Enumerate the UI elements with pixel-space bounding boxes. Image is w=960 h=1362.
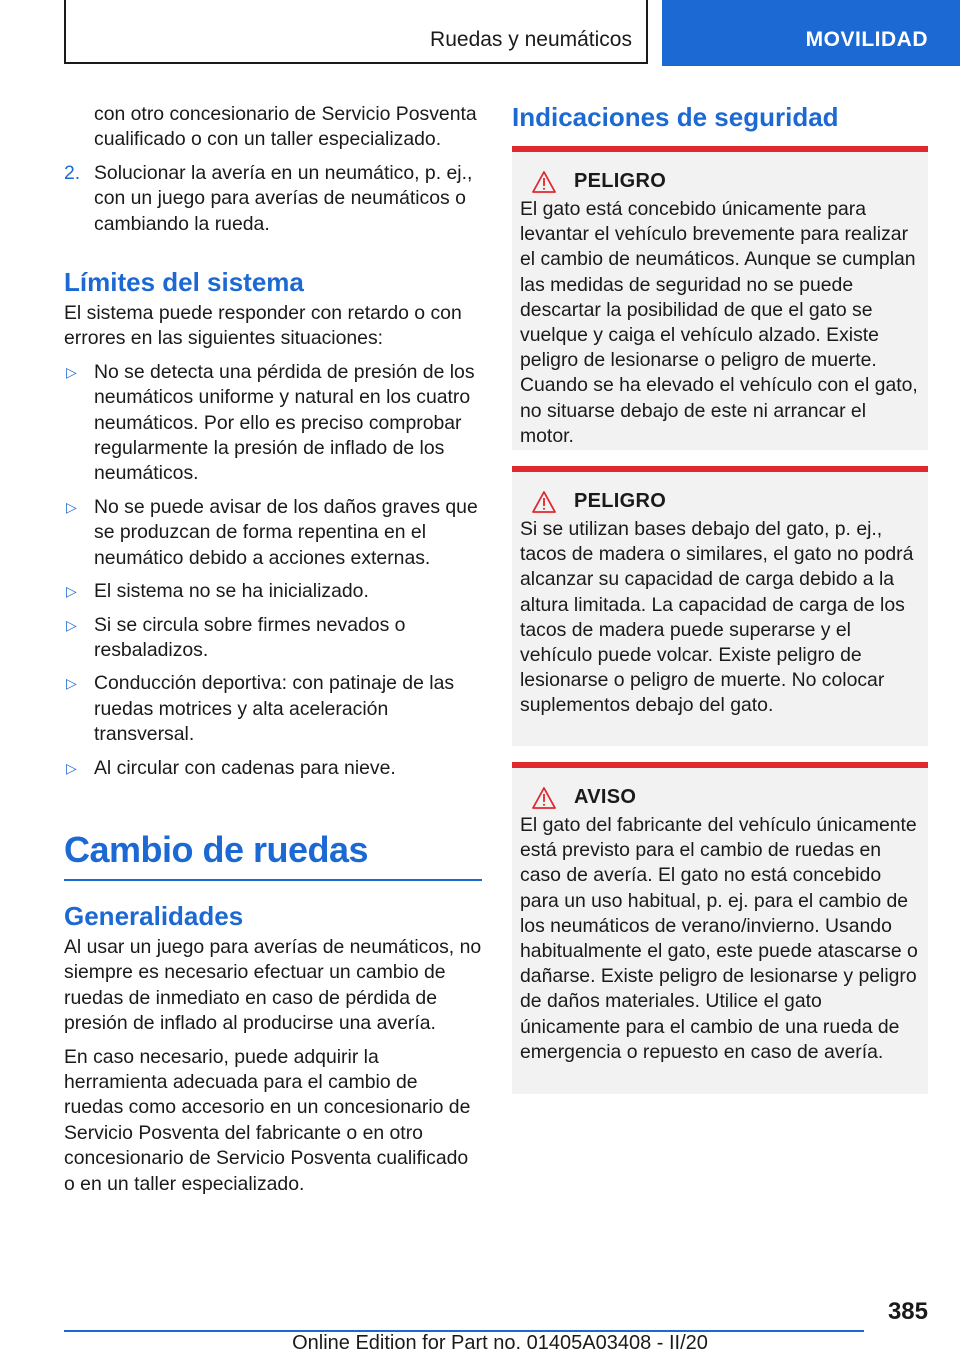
- safety-heading: Indicaciones de seguridad: [512, 102, 839, 132]
- warning-label: PELIGRO: [574, 170, 667, 192]
- change-heading: Cambio de ruedas: [64, 828, 369, 870]
- warning-triangle-icon: [532, 787, 556, 809]
- triangle-bullet-icon: ▷: [66, 498, 77, 515]
- triangle-bullet-icon: ▷: [66, 583, 77, 600]
- page-number: 385: [887, 1298, 928, 1325]
- numbered-steps: [64, 161, 482, 237]
- header-chapter-title: MOVILIDAD: [805, 28, 928, 51]
- triangle-bullet-icon: ▷: [66, 675, 77, 692]
- limits-list: [64, 360, 482, 781]
- header-section-box: [64, 0, 648, 64]
- header-section-title: Ruedas y neumáticos: [430, 28, 632, 51]
- step-number: 2.: [64, 161, 81, 184]
- list-item: ▷ Conducción deportiva: con patinaje de las ruedas motrices y alta aceleración transversal.: [66, 672, 455, 746]
- notice-header: [520, 786, 920, 809]
- notice-text: El gato del fabricante del vehículo únicamente está previsto para el cambio de ruedas en caso de avería. El gato no está concebido para un uso habitual, p. ej. para el cambio de los neumáticos de verano/invierno. Usando habitualmente el gato, este puede atascarse o dañarse. Existe peligro de lesionarse y peligro de daños materiales. Utilice el gato únicamente para el cambio de una rueda de emergencia o repuesto en caso de avería.: [520, 814, 918, 1063]
- footer-edition: Online Edition for Part no. 01405A03408 - II/20: [292, 1332, 708, 1354]
- warning-triangle-icon: [532, 491, 556, 513]
- warning-text: Si se utilizan bases debajo del gato, p. ej., tacos de madera o similares, el gato no podrá alcanzar su capacidad de carga debido a la altura limitada. La capacidad de carga de los tacos de madera puede superarse y el vehículo puede volcar. Existe peligro de lesionarse o peligro de muerte. No colocar suplementos debajo del gato.: [520, 518, 914, 717]
- list-item: ▷ No se detecta una pérdida de presión de los neumáticos uniforme y natural en los cuatro neumáticos. Por ello es preciso comprobar regularmente la presión de inflado de los neumáticos.: [66, 360, 475, 485]
- warning-text: El gato está concebido únicamente para levantar el vehículo brevemente para realizar el cambio de neumáticos. Aunque se cumplan las medidas de seguridad no se puede descartar la posibilidad de que el gato se vuelque y caiga el vehículo alzado. Existe peligro de lesionarse o peligro de muerte. Cuando se ha elevado el vehículo con el gato, no situarse debajo de este ni arrancar el motor.: [520, 198, 918, 447]
- header-chapter-tab: [662, 0, 960, 66]
- notice-box: [512, 762, 928, 1094]
- limits-intro: El sistema puede responder con retardo o con errores en las siguientes situaciones:: [64, 302, 462, 350]
- list-item: ▷ Si se circula sobre firmes nevados o resbaladizos.: [66, 613, 406, 661]
- step-item: [64, 161, 482, 237]
- list-item: ▷ El sistema no se ha inicializado.: [64, 579, 482, 604]
- triangle-bullet-icon: ▷: [66, 616, 77, 633]
- list-item: ▷ Al circular con cadenas para nieve.: [64, 756, 482, 781]
- triangle-bullet-icon: ▷: [66, 363, 77, 380]
- warning-box: [512, 466, 928, 746]
- warning-box: [512, 146, 928, 450]
- list-item: ▷ No se puede avisar de los daños graves que se produzcan de forma repentina en el neumático debido a acciones externas.: [66, 495, 478, 569]
- left-column: [64, 102, 482, 1197]
- notice-label: AVISO: [574, 786, 637, 808]
- triangle-bullet-icon: ▷: [66, 759, 77, 776]
- general-heading: Generalidades: [64, 900, 244, 931]
- warning-label: PELIGRO: [574, 490, 667, 512]
- right-column: [512, 100, 928, 1110]
- warning-header: [520, 170, 920, 193]
- general-paragraph-2: En caso necesario, puede adquirir la herramienta adecuada para el cambio de ruedas como accesorio en un concesionario de Servicio Posventa del fabricante o en otro concesionario de Servicio Posventa cualificado o en un taller especializado.: [64, 1045, 471, 1195]
- heading-divider: [64, 879, 482, 881]
- limits-heading: Límites del sistema: [64, 267, 304, 298]
- warning-header: [520, 490, 920, 513]
- general-paragraph-1: Al usar un juego para averías de neumáticos, no siempre es necesario efectuar un cambio de ruedas de inmediato en caso de pérdida de presión de inflado al producirse una avería.: [64, 935, 482, 1035]
- step-text: Solucionar la avería en un neumático, p. ej., con un juego para averías de neumáticos o cambiando la rueda.: [94, 161, 473, 235]
- general-section: [64, 901, 482, 1197]
- continuation-text: con otro concesionario de Servicio Posventa cualificado o con un taller especializado.: [94, 103, 477, 151]
- warning-triangle-icon: [532, 171, 556, 193]
